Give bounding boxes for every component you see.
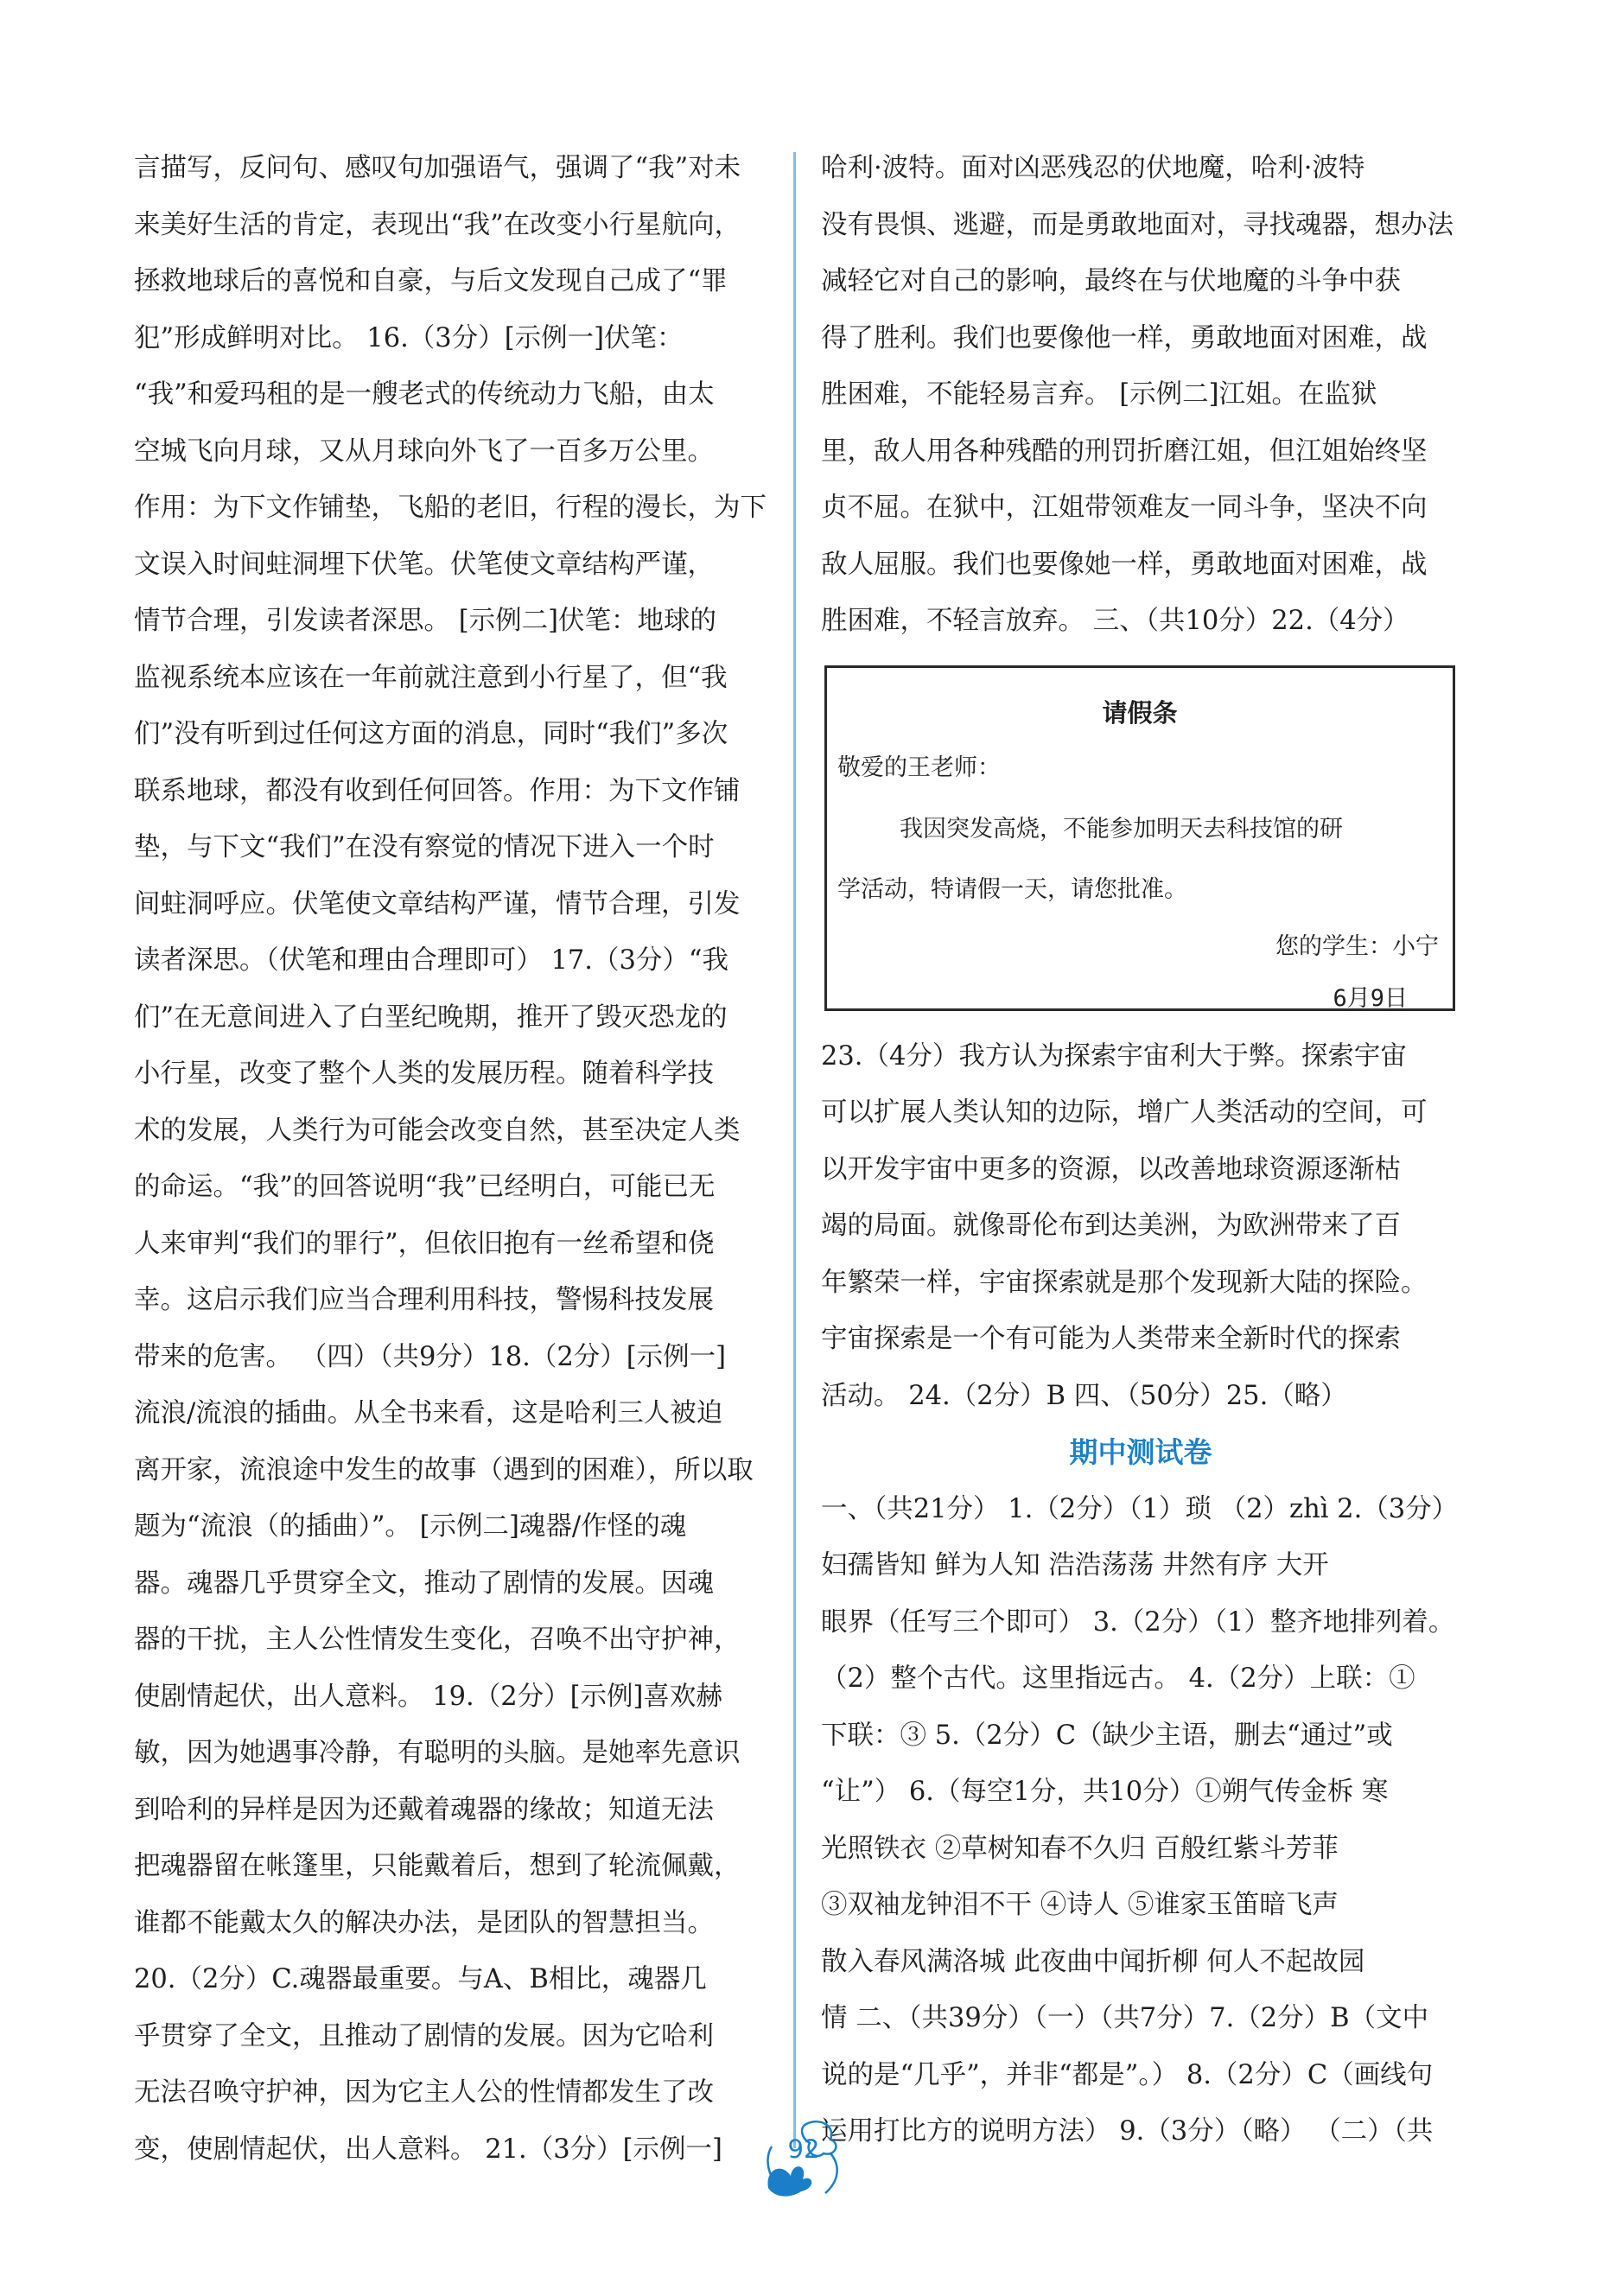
right-text-line: 妇孺皆知 鲜为人知 浩浩荡荡 井然有序 大开 (821, 1550, 1329, 1580)
left-text-line: 幸。这启示我们应当合理利用科技，警惕科技发展 (134, 1285, 714, 1315)
leave-note-body-2: 学活动，特请假一天，请您批准。 (837, 875, 1187, 903)
left-text-line: 小行星，改变了整个人类的发展历程。随着科学技 (134, 1059, 714, 1089)
right-text-line: 胜困难，不轻言放弃。 三、（共10分）22.（4分） (821, 606, 1409, 636)
left-text-line: 们”没有听到过任何这方面的消息，同时“我们”多次 (134, 719, 728, 749)
left-text-line: 来美好生活的肯定，表现出“我”在改变小行星航向， (134, 209, 741, 240)
right-text-line: 竭的局面。就像哥伦布到达美洲，为欧洲带来了百 (821, 1211, 1401, 1241)
right-text-line: 一、（共21分） 1.（2分）（1）琐 （2）zhì 2.（3分） (821, 1493, 1459, 1524)
right-text-line: 运用打比方的说明方法） 9.（3分）（略） （二）（共 (821, 2116, 1434, 2147)
left-text-line: 流浪/流浪的插曲。从全书来看，这是哈利三人被迫 (134, 1398, 723, 1428)
right-text-line: 说的是“几乎”，并非“都是”。） 8.（2分）C（画线句 (821, 2059, 1434, 2090)
left-text-line: 器的干扰，主人公性情发生变化，召唤不出守护神， (134, 1625, 741, 1655)
left-text-line: 谁都不能戴太久的解决办法，是团队的智慧担当。 (134, 1907, 714, 1938)
left-text-line: 言描写，反问句、感叹句加强语气，强调了“我”对未 (134, 153, 741, 183)
leave-note-box (824, 665, 1455, 1011)
left-text-line: 把魂器留在帐篷里，只能戴着后，想到了轮流佩戴， (134, 1851, 741, 1881)
left-text-line: 间蛀洞呼应。伏笔使文章结构严谨，情节合理，引发 (134, 888, 741, 919)
right-column-bottom-text (821, 1481, 1460, 2160)
page-number: 92 (787, 2134, 820, 2164)
right-text-line: 贞不屈。在狱中，江姐带领难友一同斗争，坚决不向 (821, 493, 1428, 523)
right-text-line: 年繁荣一样，宇宙探索就是那个发现新大陆的探险。 (821, 1267, 1428, 1298)
right-text-line: 情 二、（共39分）（一）（共7分）7.（2分）B（文中 (821, 2003, 1429, 2033)
column-divider (793, 152, 796, 2148)
section-title: 期中测试卷 (1069, 1435, 1212, 1469)
left-text-line: 读者深思。（伏笔和理由合理即可） 17.（3分）“我 (134, 945, 728, 976)
right-text-line: ③双袖龙钟泪不干 ④诗人 ⑤谁家玉笛暗飞声 (821, 1890, 1339, 1920)
right-text-line: 可以扩展人类认知的边际，增广人类活动的空间，可 (821, 1097, 1428, 1128)
left-text-line: 联系地球，都没有收到任何回答。作用：为下文作铺 (134, 775, 741, 806)
left-text-line: 作用：为下文作铺垫，飞船的老旧，行程的漫长，为下 (134, 493, 767, 523)
right-text-line: 散入春风满洛城 此夜曲中闻折柳 何人不起故园 (821, 1946, 1365, 1977)
right-column (821, 140, 1460, 2160)
right-column-middle-text (821, 1028, 1460, 1425)
right-text-line: 里，敌人用各种残酷的刑罚折磨江姐，但江姐始终坚 (821, 436, 1428, 467)
left-text-line: “我”和爱玛租的是一艘老式的传统动力飞船，由太 (134, 379, 715, 410)
left-text-line: 术的发展，人类行为可能会改变自然，甚至决定人类 (134, 1115, 741, 1146)
left-text-line: 20.（2分）C.魂器最重要。与A、B相比，魂器几 (134, 1964, 707, 1994)
left-text-line: 情节合理，引发读者深思。 [示例二]伏笔：地球的 (134, 606, 716, 636)
left-text-line: 垫，与下文“我们”在没有察觉的情况下进入一个时 (134, 832, 715, 862)
right-text-line: 以开发宇宙中更多的资源，以改善地球资源逐渐枯 (821, 1154, 1401, 1185)
right-text-line: 下联：③ 5.（2分）C（缺少主语，删去“通过”或 (821, 1720, 1393, 1751)
left-text-line: 器。魂器几乎贯穿全文，推动了剧情的发展。因魂 (134, 1568, 714, 1599)
right-text-line: （2）整个古代。这里指远古。 4.（2分）上联：① (821, 1663, 1415, 1694)
right-text-line: 哈利·波特。面对凶恶残忍的伏地魔，哈利·波特 (821, 153, 1365, 183)
left-text-line: 变，使剧情起伏，出人意料。 21.（3分）[示例一] (134, 2134, 722, 2165)
leave-note-title: 请假条 (1102, 697, 1178, 728)
left-text-line: 题为“流浪（的插曲）”。 [示例二]魂器/作怪的魂 (134, 1511, 687, 1542)
left-text-line: 带来的危害。 （四）（共9分）18.（2分）[示例一] (134, 1341, 727, 1372)
left-text-line: 人来审判“我们的罪行”，但依旧抱有一丝希望和侥 (134, 1228, 715, 1259)
page-number-badge (756, 2108, 851, 2204)
right-text-line: “让”） 6.（每空1分，共10分）①朔气传金柝 寒 (821, 1777, 1389, 1807)
left-text-line: 们”在无意间进入了白垩纪晚期，推开了毁灭恐龙的 (134, 1002, 728, 1033)
right-text-line: 宇宙探索是一个有可能为人类带来全新时代的探索 (821, 1324, 1401, 1354)
left-text-line: 的命运。“我”的回答说明“我”已经明白，可能已无 (134, 1172, 716, 1202)
right-text-line: 减轻它对自己的影响，最终在与伏地魔的斗争中获 (821, 266, 1401, 296)
right-column-top-text (821, 140, 1460, 650)
leave-note-salutation: 敬爱的王老师： (837, 754, 1001, 781)
right-text-line: 23.（4分）我方认为探索宇宙利大于弊。探索宇宙 (821, 1040, 1407, 1072)
left-text-line: 敏，因为她遇事冷静，有聪明的头脑。是她率先意识 (134, 1738, 741, 1768)
right-text-line: 活动。 24.（2分）B 四、（50分）25.（略） (821, 1380, 1347, 1411)
left-text-line: 犯”形成鲜明对比。 16.（3分）[示例一]伏笔： (134, 322, 684, 353)
right-text-line: 得了胜利。我们也要像他一样，勇敢地面对困难，战 (821, 322, 1428, 353)
left-text-line: 乎贯穿了全文，且推动了剧情的发展。因为它哈利 (134, 2020, 714, 2051)
left-text-line: 无法召唤守护神，因为它主人公的性情都发生了改 (134, 2077, 714, 2108)
left-text-line: 到哈利的异样是因为还戴着魂器的缘故；知道无法 (134, 1794, 714, 1825)
right-text-line: 敌人屈服。我们也要像她一样，勇敢地面对困难，战 (821, 549, 1428, 580)
right-text-line: 光照铁衣 ②草树知春不久归 百般红紫斗芳菲 (821, 1833, 1339, 1864)
leave-note-date: 6月9日 (1333, 984, 1408, 1012)
left-column (134, 140, 769, 2178)
left-text-line: 空城飞向月球，又从月球向外飞了一百多万公里。 (134, 436, 714, 467)
left-text-line: 监视系统本应该在一年前就注意到小行星了，但“我 (134, 662, 728, 693)
left-text-line: 拯救地球后的喜悦和自豪，与后文发现自己成了“罪 (134, 266, 728, 296)
right-text-line: 没有畏惧、逃避，而是勇敢地面对，寻找魂器，想办法 (821, 209, 1454, 240)
right-text-line: 眼界（任写三个即可） 3.（2分）（1）整齐地排列着。 (821, 1606, 1455, 1638)
leave-note-signature: 您的学生：小宁 (1275, 932, 1439, 960)
right-text-line: 胜困难，不能轻易言弃。 [示例二]江姐。在监狱 (821, 379, 1377, 410)
left-text-line: 离开家，流浪途中发生的故事（遇到的困难），所以取 (134, 1454, 754, 1485)
left-text-line: 使剧情起伏，出人意料。 19.（2分）[示例]喜欢赫 (134, 1681, 722, 1712)
left-text-line: 文误入时间蛀洞埋下伏笔。伏笔使文章结构严谨， (134, 549, 714, 580)
leave-note-body-1: 我因突发高烧，不能参加明天去科技馆的研 (900, 815, 1343, 843)
